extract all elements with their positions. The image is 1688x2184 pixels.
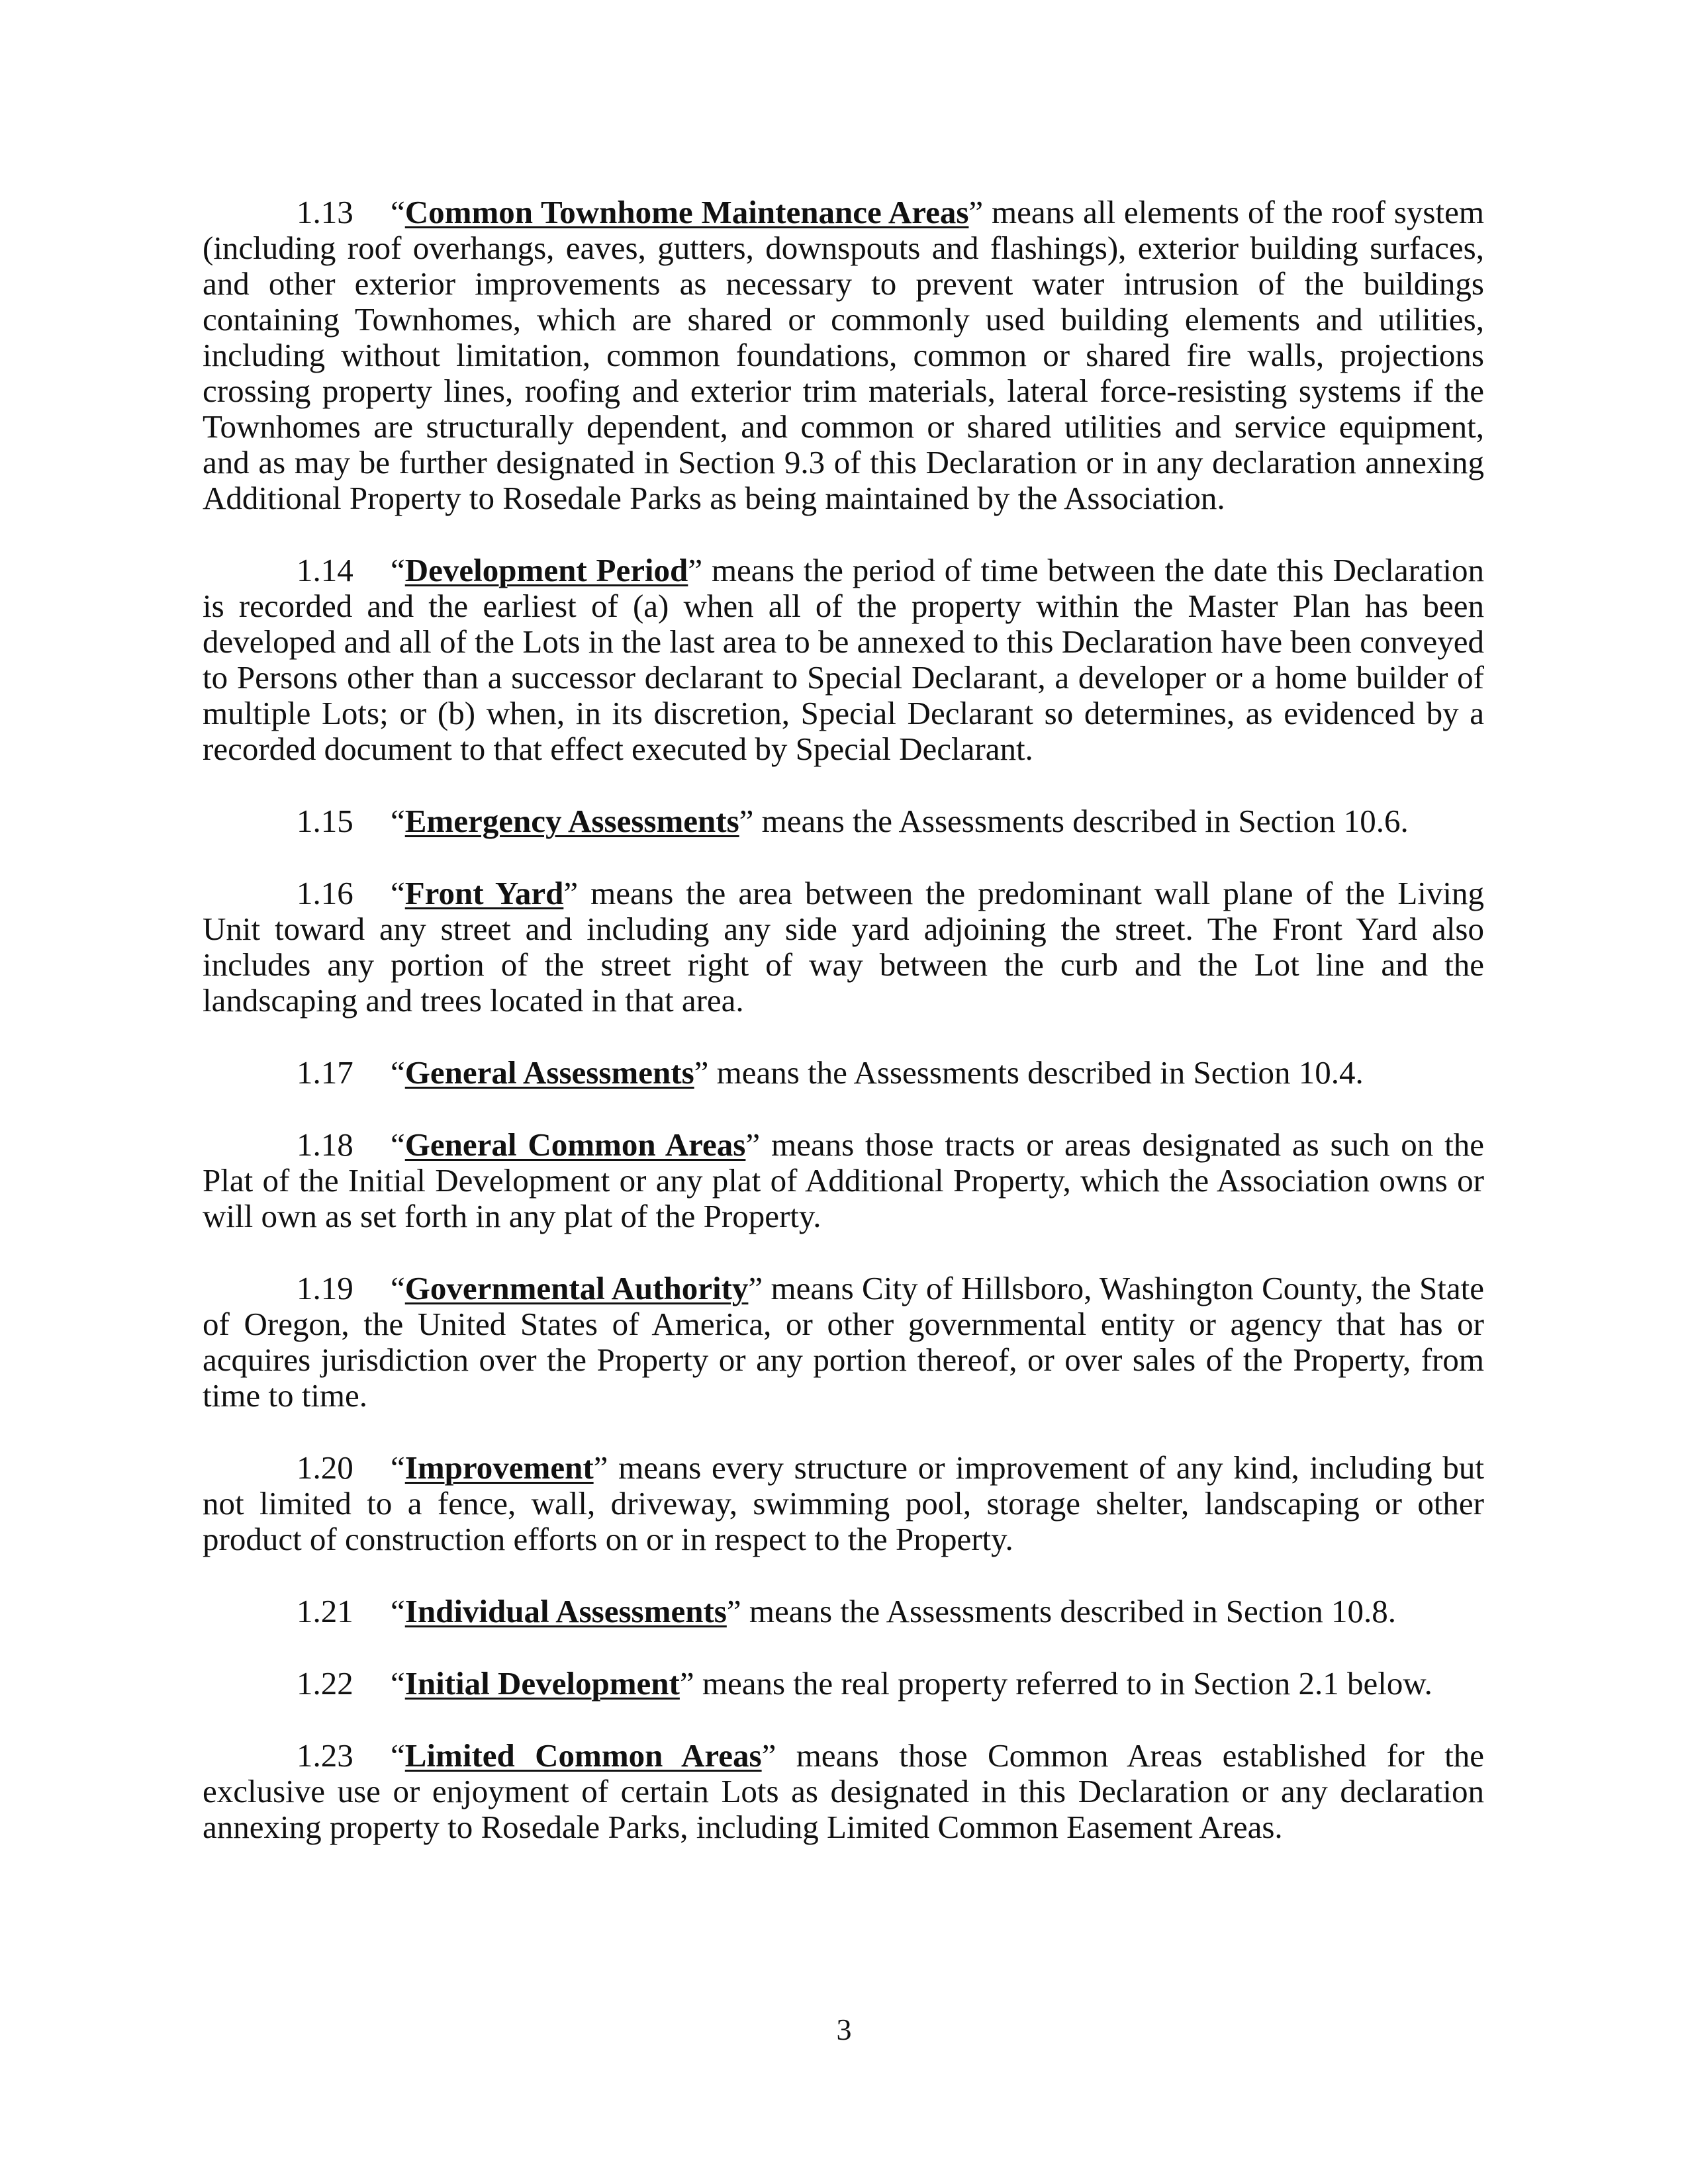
- definition-text: means all elements of the roof system (including roof overhangs, eaves, gutters, downspouts and flashings), exterior building surfaces, and other exterior improvements as necessary to prevent water intrusion of the buildings containing Townhomes, which are shared or commonly used building elements and utilities, including without limitation, common foundations, common or shared fire walls, projections crossing property lines, roofing and exterior trim materials, lateral force-resisting systems if the Townhomes are structurally dependent, and common or shared utilities and service equipment, and as may be further designated in Section 9.3 of this Declaration or in any declaration annexing Additional Property to Rosedale Parks as being maintained by the Association.: [203, 194, 1484, 516]
- definition-text: means the Assessments described in Section 10.8.: [741, 1593, 1396, 1629]
- section-number: 1.14: [297, 552, 353, 588]
- defined-term: Limited Common Areas: [404, 1737, 762, 1774]
- close-quote: ”: [679, 1665, 694, 1702]
- close-quote: ”: [739, 803, 754, 839]
- close-quote: ”: [688, 552, 703, 588]
- definition-1-21: [203, 1594, 1484, 1629]
- open-quote: “: [391, 1593, 405, 1629]
- section-number: 1.13: [297, 194, 353, 230]
- open-quote: “: [391, 1665, 405, 1702]
- close-quote: ”: [745, 1126, 761, 1163]
- definition-text: means the real property referred to in Section 2.1 below.: [694, 1665, 1432, 1702]
- close-quote: ”: [694, 1054, 709, 1091]
- definition-1-20: [203, 1450, 1484, 1557]
- definition-1-22: [203, 1666, 1484, 1702]
- definition-text: means those tracts or areas designated as such on the Plat of the Initial Development or any plat of Additional Property, which the Association owns or will own as set forth in any plat of the Property.: [203, 1126, 1484, 1234]
- section-number: 1.15: [297, 803, 353, 839]
- definition-text: means the period of time between the date this Declaration is recorded and the earliest of (a) when all of the property within the Master Plan has been developed and all of the Lots in the last area to be annexed to this Declaration have been conveyed to Persons other than a successor declarant to Special Declarant, a developer or a home builder of multiple Lots; or (b) when, in its discretion, Special Declarant so determines, as evidenced by a recorded document to that effect executed by Special Declarant.: [203, 552, 1484, 767]
- section-number: 1.22: [297, 1665, 353, 1702]
- defined-term: Development Period: [404, 552, 688, 588]
- open-quote: “: [391, 1126, 405, 1163]
- definition-text: means City of Hillsboro, Washington County, the State of Oregon, the United States of America, or other governmental entity or agency that has or acquires jurisdiction over the Property or any portion thereof, or over sales of the Property, from time to time.: [203, 1270, 1484, 1414]
- defined-term: Common Townhome Maintenance Areas: [404, 194, 969, 230]
- definition-1-18: [203, 1127, 1484, 1234]
- close-quote: ”: [761, 1737, 776, 1774]
- close-quote: ”: [563, 875, 579, 911]
- section-number: 1.16: [297, 875, 353, 911]
- open-quote: “: [391, 1054, 405, 1091]
- definition-1-19: [203, 1271, 1484, 1414]
- defined-term: Improvement: [404, 1449, 594, 1486]
- defined-term: Individual Assessments: [404, 1593, 727, 1629]
- close-quote: ”: [748, 1270, 763, 1306]
- definition-text: means the area between the predominant wall plane of the Living Unit toward any street and including any side yard adjoining the street. The Front Yard also includes any portion of the street right of way between the curb and the Lot line and the landscaping and trees located in that area.: [203, 875, 1485, 1019]
- definition-text: means the Assessments described in Section 10.6.: [753, 803, 1409, 839]
- open-quote: “: [391, 194, 405, 230]
- section-number: 1.20: [297, 1449, 353, 1486]
- defined-term: Governmental Authority: [404, 1270, 749, 1306]
- defined-term: Emergency Assessments: [404, 803, 739, 839]
- page-number: 3: [836, 2013, 852, 2046]
- open-quote: “: [391, 875, 405, 911]
- open-quote: “: [391, 552, 405, 588]
- definition-1-13: [203, 195, 1484, 516]
- definition-text: means those Common Areas established for the exclusive use or enjoyment of certain Lots as designated in this Declaration or any declaration annexing property to Rosedale Parks, including Limited Common Easement Areas.: [203, 1737, 1485, 1845]
- definition-1-16: [203, 876, 1484, 1019]
- section-number: 1.18: [297, 1126, 353, 1163]
- open-quote: “: [391, 1449, 405, 1486]
- definition-text: means the Assessments described in Section 10.4.: [708, 1054, 1364, 1091]
- close-quote: ”: [968, 194, 984, 230]
- definition-1-23: [203, 1738, 1484, 1845]
- close-quote: ”: [593, 1449, 608, 1486]
- open-quote: “: [391, 1737, 405, 1774]
- section-number: 1.21: [297, 1593, 353, 1629]
- definition-1-15: [203, 803, 1484, 839]
- defined-term: General Assessments: [404, 1054, 694, 1091]
- section-number: 1.19: [297, 1270, 353, 1306]
- open-quote: “: [391, 803, 405, 839]
- defined-term: Front Yard: [404, 875, 564, 911]
- definition-text: means every structure or improvement of any kind, including but not limited to a fence, wall, driveway, swimming pool, storage shelter, landscaping or other product of construction efforts on or in respect to the Property.: [203, 1449, 1484, 1557]
- open-quote: “: [391, 1270, 405, 1306]
- defined-term: Initial Development: [404, 1665, 680, 1702]
- close-quote: ”: [726, 1593, 741, 1629]
- document-body: [203, 195, 1484, 1882]
- section-number: 1.23: [297, 1737, 353, 1774]
- definition-1-17: [203, 1055, 1484, 1091]
- defined-term: General Common Areas: [404, 1126, 746, 1163]
- section-number: 1.17: [297, 1054, 353, 1091]
- definition-1-14: [203, 553, 1484, 767]
